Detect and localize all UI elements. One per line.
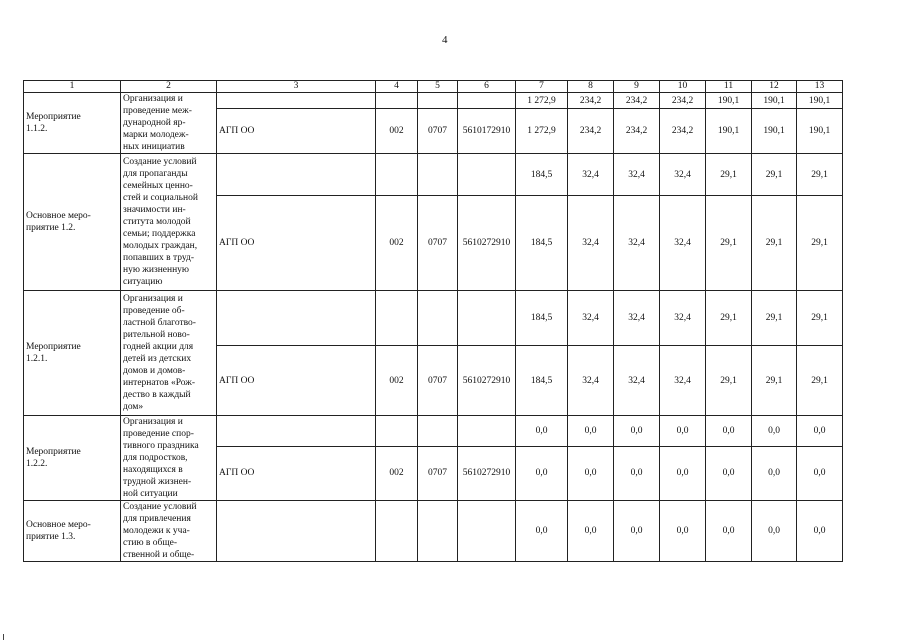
amount-2015-cell: 0,0 [614,501,660,562]
amount-2019-cell: 190,1 [797,109,843,154]
amount-2018-cell: 0,0 [752,446,797,500]
page-number: 4 [442,34,448,46]
column-header-12: 12 [752,81,797,93]
amount-total-cell: 1 272,9 [516,93,568,109]
executor-cell: АГП ОО [217,446,376,500]
activity-name [24,501,121,562]
column-header-2: 2 [121,81,217,93]
column-header-11: 11 [706,81,752,93]
amount-2019-cell: 29,1 [797,196,843,291]
activity-name-text: Мероприятие 1.2.1. [26,342,81,364]
amount-2019-cell: 190,1 [797,93,843,109]
executor-cell [217,501,376,562]
activity-description [121,416,217,501]
activity-name-text: Мероприятие 1.2.2. [26,447,81,469]
amount-2019-cell: 0,0 [797,446,843,500]
gr-code-cell: 002 [376,446,418,500]
amount-2016-cell: 234,2 [660,93,706,109]
amount-total-cell: 0,0 [516,416,568,447]
column-header-6: 6 [458,81,516,93]
amount-total-cell: 0,0 [516,501,568,562]
gr-code-cell [376,501,418,562]
header-row [24,81,843,93]
table-row-total [24,154,843,196]
executor-cell: АГП ОО [217,196,376,291]
activity-description [121,501,217,562]
amount-2019-cell: 0,0 [797,501,843,562]
rz-pr-code-cell [418,154,458,196]
rz-pr-code-cell: 0707 [418,196,458,291]
executor-cell [217,416,376,447]
amount-total-cell: 184,5 [516,346,568,416]
column-header-7: 7 [516,81,568,93]
activity-name [24,154,121,291]
activity-name-text: Мероприятие 1.1.2. [26,112,81,134]
amount-2017-cell: 0,0 [706,501,752,562]
executor-cell [217,291,376,346]
rz-pr-code-cell: 0707 [418,446,458,500]
rz-pr-code-cell: 0707 [418,346,458,416]
column-header-10: 10 [660,81,706,93]
scan-mark [3,634,4,640]
amount-2014-cell: 234,2 [568,109,614,154]
amount-2016-cell: 0,0 [660,416,706,447]
amount-2017-cell: 0,0 [706,416,752,447]
amount-2019-cell: 29,1 [797,346,843,416]
rz-pr-code-cell [418,291,458,346]
activity-description-text: Создание условий для привлечения молодежи к уча- стию в обще- ственной и обще- [123,502,197,560]
rz-pr-code-cell [418,93,458,109]
column-header-3: 3 [217,81,376,93]
amount-2018-cell: 190,1 [752,109,797,154]
amount-2016-cell: 234,2 [660,109,706,154]
csr-code-cell: 5610272910 [458,446,516,500]
column-header-13: 13 [797,81,843,93]
gr-code-cell: 002 [376,109,418,154]
amount-2015-cell: 0,0 [614,416,660,447]
activity-description-text: Организация и проведение меж- дународной яр- марки молодеж- ных инициатив [123,94,192,152]
gr-code-cell [376,416,418,447]
amount-2017-cell: 29,1 [706,291,752,346]
column-header-5: 5 [418,81,458,93]
amount-2015-cell: 32,4 [614,154,660,196]
activity-name-text: Основное меро- приятие 1.2. [26,211,91,233]
amount-2014-cell: 0,0 [568,416,614,447]
activity-description [121,154,217,291]
rz-pr-code-cell [418,416,458,447]
amount-2015-cell: 32,4 [614,196,660,291]
amount-2016-cell: 0,0 [660,446,706,500]
amount-2016-cell: 32,4 [660,154,706,196]
gr-code-cell [376,154,418,196]
activity-description [121,291,217,416]
gr-code-cell [376,93,418,109]
amount-2016-cell: 0,0 [660,501,706,562]
csr-code-cell: 5610172910 [458,109,516,154]
amount-2015-cell: 32,4 [614,291,660,346]
amount-2017-cell: 29,1 [706,346,752,416]
activity-description-text: Организация и проведение спор- тивного праздника для подростков, находящихся в трудной жизнен- ной ситуации [123,417,199,499]
amount-2015-cell: 32,4 [614,346,660,416]
rz-pr-code-cell [418,501,458,562]
amount-2014-cell: 0,0 [568,446,614,500]
csr-code-cell [458,154,516,196]
amount-2018-cell: 29,1 [752,154,797,196]
program-table [23,80,843,562]
amount-2018-cell: 0,0 [752,416,797,447]
executor-cell: АГП ОО [217,109,376,154]
activity-name [24,291,121,416]
amount-2017-cell: 29,1 [706,196,752,291]
amount-2014-cell: 32,4 [568,196,614,291]
gr-code-cell: 002 [376,346,418,416]
amount-2014-cell: 32,4 [568,154,614,196]
table-row-total [24,501,843,562]
amount-total-cell: 184,5 [516,154,568,196]
amount-2016-cell: 32,4 [660,346,706,416]
rz-pr-code-cell: 0707 [418,109,458,154]
amount-2015-cell: 0,0 [614,446,660,500]
amount-2014-cell: 32,4 [568,291,614,346]
table-row-total [24,416,843,447]
executor-cell [217,93,376,109]
csr-code-cell: 5610272910 [458,346,516,416]
amount-2014-cell: 0,0 [568,501,614,562]
amount-2014-cell: 32,4 [568,346,614,416]
activity-name-text: Основное меро- приятие 1.3. [26,520,91,542]
amount-2017-cell: 190,1 [706,93,752,109]
column-header-8: 8 [568,81,614,93]
table-row-total [24,291,843,346]
csr-code-cell [458,291,516,346]
csr-code-cell: 5610272910 [458,196,516,291]
amount-2019-cell: 29,1 [797,291,843,346]
activity-name [24,416,121,501]
amount-total-cell: 1 272,9 [516,109,568,154]
amount-2016-cell: 32,4 [660,291,706,346]
amount-2018-cell: 29,1 [752,196,797,291]
amount-2018-cell: 29,1 [752,291,797,346]
activity-name [24,93,121,154]
activity-description-text: Организация и проведение об- ластной благотво- рительной ново- годней акции для детей из детских домов и домов- интернатов «Рож- дество в каждый дом» [123,294,196,412]
amount-2018-cell: 190,1 [752,93,797,109]
amount-2018-cell: 0,0 [752,501,797,562]
amount-2019-cell: 29,1 [797,154,843,196]
table-row-total [24,93,843,109]
amount-2017-cell: 29,1 [706,154,752,196]
activity-description [121,93,217,154]
gr-code-cell [376,291,418,346]
executor-cell: АГП ОО [217,346,376,416]
amount-total-cell: 184,5 [516,196,568,291]
column-header-1: 1 [24,81,121,93]
amount-2015-cell: 234,2 [614,109,660,154]
amount-2017-cell: 0,0 [706,446,752,500]
gr-code-cell: 002 [376,196,418,291]
amount-2019-cell: 0,0 [797,416,843,447]
executor-cell [217,154,376,196]
amount-2016-cell: 32,4 [660,196,706,291]
csr-code-cell [458,416,516,447]
amount-total-cell: 184,5 [516,291,568,346]
csr-code-cell [458,501,516,562]
column-header-9: 9 [614,81,660,93]
csr-code-cell [458,93,516,109]
amount-total-cell: 0,0 [516,446,568,500]
activity-description-text: Создание условий для пропаганды семейных ценно- стей и социальной значимости ин- ститута молодой семьи; поддержка молодых граждан, попавших в труд- ную жизненную ситуацию [123,157,198,287]
amount-2015-cell: 234,2 [614,93,660,109]
amount-2018-cell: 29,1 [752,346,797,416]
column-header-4: 4 [376,81,418,93]
amount-2014-cell: 234,2 [568,93,614,109]
amount-2017-cell: 190,1 [706,109,752,154]
